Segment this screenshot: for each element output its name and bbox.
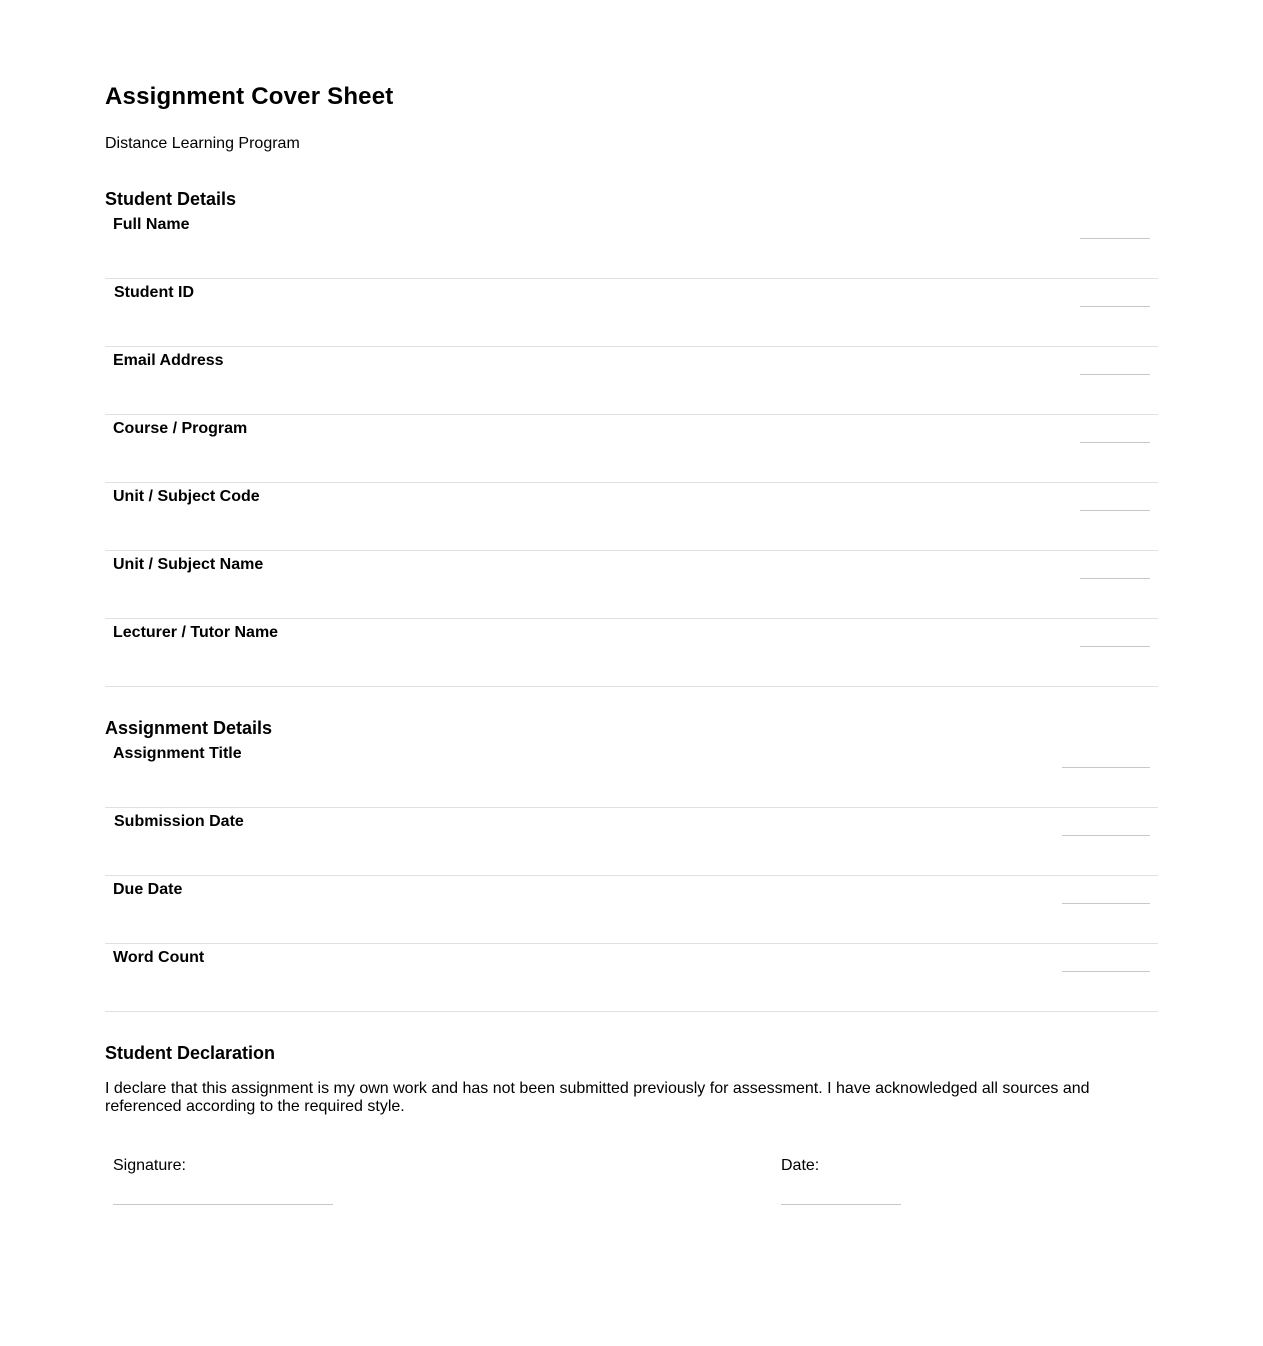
- field-label: Full Name: [113, 216, 190, 233]
- word-count-blank[interactable]: [1062, 971, 1150, 972]
- submission-date-blank[interactable]: [1062, 835, 1150, 836]
- signature-line[interactable]: [113, 1204, 333, 1205]
- student-details-heading: Student Details: [105, 189, 237, 209]
- email-address-blank[interactable]: [1080, 374, 1150, 375]
- field-row-unit-subject-code: [105, 483, 1158, 551]
- field-label: Due Date: [113, 881, 183, 898]
- field-row-unit-subject-name: [105, 551, 1158, 619]
- field-row-full-name: [105, 211, 1158, 279]
- field-label: Email Address: [113, 352, 224, 369]
- date-label: Date:: [781, 1157, 820, 1174]
- field-label: Assignment Title: [113, 745, 242, 762]
- page-title: Assignment Cover Sheet: [105, 83, 394, 110]
- assignment-details-heading: Assignment Details: [105, 718, 273, 738]
- full-name-blank[interactable]: [1080, 238, 1150, 239]
- field-label: Lecturer / Tutor Name: [113, 624, 279, 641]
- student-declaration-heading: Student Declaration: [105, 1043, 276, 1063]
- field-row-lecturer-tutor-name: [105, 619, 1158, 687]
- field-label: Unit / Subject Name: [113, 556, 264, 573]
- declaration-text: I declare that this assignment is my own work and has not been submitted previously for assessment. I have acknowledged all sources and referenced according to the required style.: [105, 1080, 1090, 1115]
- signature-label: Signature:: [113, 1157, 186, 1174]
- unit-subject-code-blank[interactable]: [1080, 510, 1150, 511]
- field-row-word-count: [105, 944, 1158, 1012]
- assignment-title-blank[interactable]: [1062, 767, 1150, 768]
- field-row-due-date: [105, 876, 1158, 944]
- field-label: Word Count: [113, 949, 205, 966]
- field-row-student-id: [105, 279, 1158, 347]
- field-label: Submission Date: [114, 813, 244, 830]
- course-program-blank[interactable]: [1080, 442, 1150, 443]
- student-id-blank[interactable]: [1080, 306, 1150, 307]
- page-subtitle: Distance Learning Program: [105, 135, 300, 152]
- field-row-assignment-title: [105, 740, 1158, 808]
- field-label: Course / Program: [113, 420, 248, 437]
- due-date-blank[interactable]: [1062, 903, 1150, 904]
- assignment-details-fields: [105, 740, 1158, 1012]
- field-row-email-address: [105, 347, 1158, 415]
- field-row-submission-date: [105, 808, 1158, 876]
- field-label: Student ID: [114, 284, 194, 301]
- unit-subject-name-blank[interactable]: [1080, 578, 1150, 579]
- date-line[interactable]: [781, 1204, 901, 1205]
- field-label: Unit / Subject Code: [113, 488, 260, 505]
- lecturer-tutor-name-blank[interactable]: [1080, 646, 1150, 647]
- field-row-course-program: [105, 415, 1158, 483]
- student-details-fields: [105, 211, 1158, 687]
